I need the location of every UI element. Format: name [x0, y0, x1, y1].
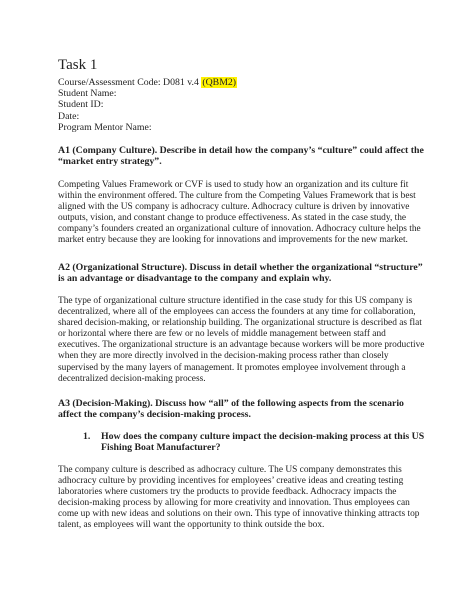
section-a2-body: The type of organizational culture structure identified in the case study for this US company is decentralized, where all of the employees can access the founders at any time for collaboration, shared decision-making, or relationship building. The organizational structure is described as flat or horizontal where there are few or no levels of middle management between staff and executives. The organizational structure is an advantage because workers will be more productive when they are more directly involved in the decision-making process rather than closely supervised by the many layers of management. It promotes employee involvement through a decentralized decision-making process.: [58, 296, 425, 384]
student-info: [58, 77, 428, 133]
mentor-line: Program Mentor Name:: [58, 121, 152, 133]
section-a3-body: The company culture is described as adhocracy culture. The US company demonstrates this adhocracy culture by providing incentives for employees’ creative ideas and creating testing laboratories where customers try the products to provide feedback. Adhocracy impacts the decision-making process by allowing for more creativity and innovation. Thus employees can come up with new ideas and solutions on their own. This type of innovative thinking attracts top talent, as employees will want the opportunity to think outside the box.: [58, 465, 420, 531]
section-a3-heading: A3 (Decision-Making). Discuss how “all” of the following aspects from the scenario affect the company’s decision-making process.: [58, 398, 404, 421]
student-name-line: Student Name:: [58, 88, 117, 100]
question-number: 1.: [83, 431, 91, 442]
page-title: Task 1: [58, 57, 98, 73]
course-code-highlight: (QBM2): [202, 77, 237, 88]
student-id-line: Student ID:: [58, 99, 104, 111]
course-code-label: Course/Assessment Code: D081 v.4: [58, 77, 202, 88]
section-a2-heading: A2 (Organizational Structure). Discuss in detail whether the organizational “structure” is an advantage or disadvantage to the company and explain why.: [58, 262, 423, 285]
section-a1-heading: A1 (Company Culture). Describe in detail how the company’s “culture” could affect the “market entry strategy”.: [58, 145, 424, 168]
section-a1-body: Competing Values Framework or CVF is used to study how an organization and its culture fit within the environment offered. The culture from the Competing Values Framework that is best aligned with the US company is adhocracy culture. Adhocracy culture is driven by innovative outputs, vision, and constant change to produce effectiveness. As stated in the case study, the company’s founders created an organizational culture of innovation. Adhocracy culture helps the market entry because they are looking for innovations and improvements for the new market.: [58, 180, 421, 246]
course-code-line: [58, 77, 428, 88]
question-text: How does the company culture impact the decision-making process at this US Fishing Boat Manufacturer?: [101, 431, 425, 454]
date-line: Date:: [58, 110, 80, 122]
